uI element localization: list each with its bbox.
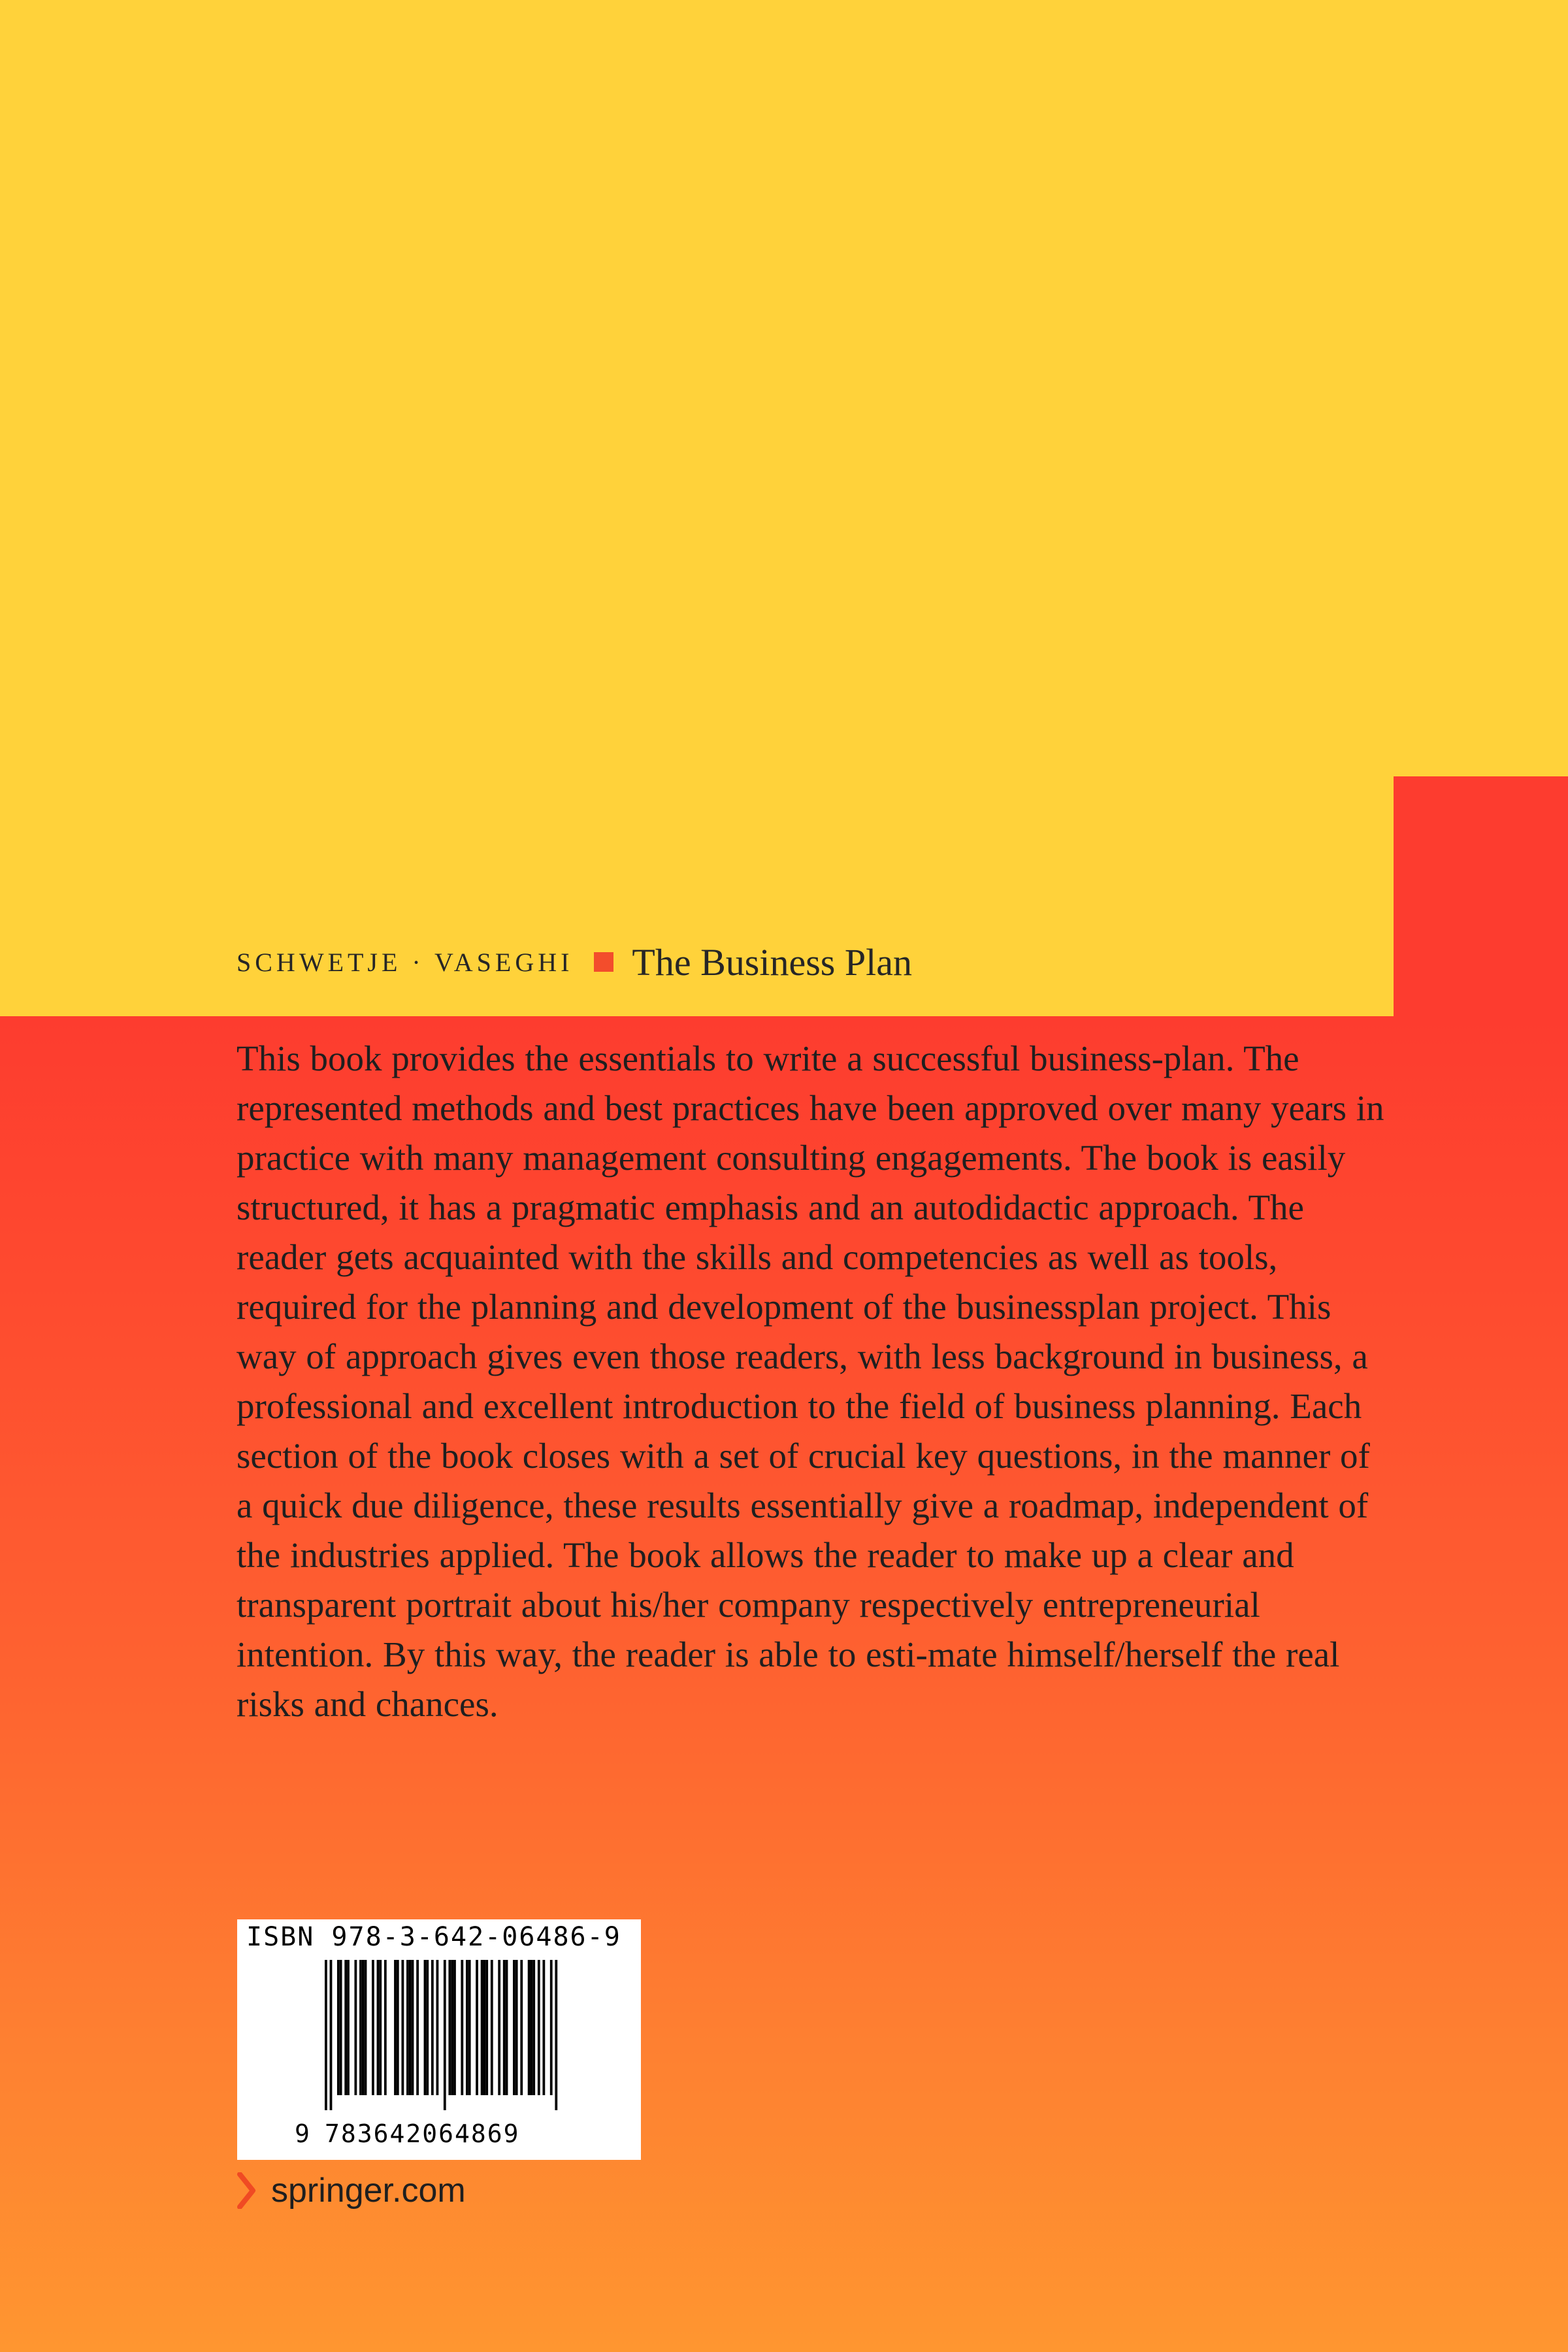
chevron-right-icon	[237, 2172, 257, 2209]
back-cover-blurb: This book provides the essentials to write a successful business-plan. The represented methods and best practices have been approved over many years in practice with many management consulting engagements. The book is easily structured, it has a pragmatic emphasis and an autodidactic approach. The reader gets acquainted with the skills and competencies as well as tools, required for the planning and development of the businessplan project. This way of approach gives even those readers, with less background in business, a professional and excellent introduction to the field of business planning. Each section of the book closes with a set of crucial key questions, in the manner of a quick due diligence, these results essentially give a roadmap, independent of the industries applied. The book allows the reader to make up a clear and transparent portrait about his/her company respectively entrepreneurial intention. By this way, the reader is able to esti-mate himself/herself the real risks and chances.	[237, 1038, 1384, 1724]
barcode-bar	[466, 1960, 468, 2095]
barcode-bar	[412, 1960, 414, 2095]
barcode-bar	[436, 1960, 439, 2095]
barcode-bar	[520, 1960, 523, 2095]
barcode-bar	[532, 1960, 535, 2095]
barcode-bar	[344, 1960, 347, 2095]
barcode-bar	[424, 1960, 427, 2095]
barcode-bar	[491, 1960, 493, 2095]
barcode-bar	[362, 1960, 365, 2095]
barcode-bar	[503, 1960, 506, 2095]
barcode-bar	[325, 1960, 327, 2110]
barcode-bar	[481, 1960, 483, 2095]
barcode-bar	[444, 1960, 446, 2110]
barcode-bar	[528, 1960, 531, 2095]
barcode-bar	[538, 1960, 540, 2095]
red-corner-block	[1394, 776, 1568, 1018]
barcode-bar	[340, 1960, 342, 2095]
barcode-bar	[426, 1960, 429, 2095]
ean-digits: 783642064869	[325, 2119, 520, 2148]
barcode-bar	[506, 1960, 508, 2095]
barcode-bar	[416, 1960, 419, 2095]
barcode-bar	[555, 1960, 557, 2110]
barcode-bar	[347, 1960, 350, 2095]
barcode-bar	[451, 1960, 453, 2095]
barcode-bar	[483, 1960, 486, 2095]
barcode-bar	[377, 1960, 380, 2095]
barcode-bar	[485, 1960, 488, 2095]
barcode-bar	[453, 1960, 456, 2095]
barcode-bar	[401, 1960, 404, 2095]
barcode-bar	[330, 1960, 333, 2110]
barcode-bar	[448, 1960, 451, 2095]
barcode-bar	[379, 1960, 382, 2095]
book-title: The Business Plan	[632, 940, 912, 984]
isbn-barcode	[237, 1919, 641, 2160]
square-bullet-icon	[594, 952, 613, 972]
barcode-bar	[515, 1960, 518, 2095]
barcode-bar	[542, 1960, 545, 2095]
barcode-bar	[513, 1960, 515, 2095]
barcode-bar	[372, 1960, 374, 2095]
barcode-bar	[359, 1960, 362, 2095]
barcode-bar	[337, 1960, 340, 2095]
publisher-url: springer.com	[271, 2172, 466, 2210]
publisher-link[interactable]	[237, 2171, 466, 2210]
authors: SCHWETJE · VASEGHI	[237, 947, 574, 977]
barcode-bar	[397, 1960, 399, 2095]
barcode-bar	[384, 1960, 387, 2095]
barcode-bar	[476, 1960, 478, 2095]
barcode-bar	[531, 1960, 533, 2095]
barcode-bar	[498, 1960, 500, 2095]
ean-first-digit: 9	[295, 2119, 310, 2148]
barcode-icon	[325, 1960, 560, 2110]
barcode-bar	[461, 1960, 463, 2095]
barcode-bar	[354, 1960, 357, 2095]
yellow-top-panel	[0, 0, 1568, 1016]
barcode-bar	[431, 1960, 434, 2095]
isbn-label: ISBN 978-3-642-06486-9	[246, 1922, 621, 1952]
barcode-bar	[409, 1960, 412, 2095]
barcode-bar	[550, 1960, 553, 2095]
barcode-bar	[468, 1960, 471, 2095]
barcode-bar	[394, 1960, 397, 2095]
barcode-bar	[365, 1960, 367, 2095]
barcode-bar	[406, 1960, 409, 2095]
series-line	[237, 936, 912, 988]
